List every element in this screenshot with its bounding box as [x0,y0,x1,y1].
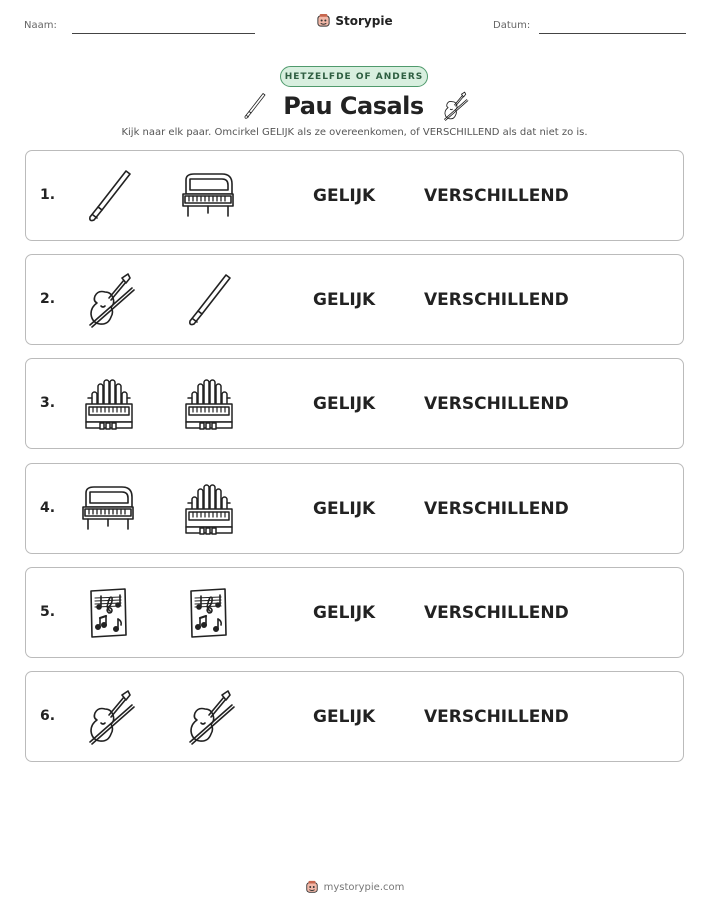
question-number: 2. [40,291,56,307]
title-row [0,90,709,122]
option-same[interactable]: GELIJK [313,290,376,310]
question-row [25,567,684,658]
brand-name: Storypie [335,13,393,28]
option-same[interactable]: GELIJK [313,707,376,727]
option-different[interactable]: VERSCHILLEND [424,499,569,519]
bow-icon [239,91,269,121]
option-same[interactable]: GELIJK [313,186,376,206]
question-number: 5. [40,604,56,620]
instructions: Kijk naar elk paar. Omcirkel GELIJK als ze overeenkomen, of VERSCHILLEND als dat niet zo is. [121,127,588,138]
question-number: 1. [40,187,56,203]
sheet-music-icon [178,583,238,643]
question-number: 3. [40,395,56,411]
right-picture [178,374,238,434]
option-different[interactable]: VERSCHILLEND [424,186,569,206]
violin-icon [78,687,138,747]
organ-icon [178,479,238,539]
storypie-logo-icon [316,13,331,28]
footer-url[interactable]: mystorypie.com [323,881,405,893]
name-field[interactable] [72,33,255,34]
title-violin-icon [438,90,470,122]
organ-icon [78,374,138,434]
title-bow-icon [239,91,269,121]
right-picture [178,166,238,226]
brand [0,13,709,28]
left-picture [78,374,138,434]
option-different[interactable]: VERSCHILLEND [424,394,569,414]
question-row [25,463,684,554]
right-picture [178,270,238,330]
violin-icon [78,270,138,330]
question-number: 4. [40,500,56,516]
left-picture [78,270,138,330]
option-same[interactable]: GELIJK [313,394,376,414]
sheet-music-icon [78,583,138,643]
right-picture [178,583,238,643]
option-same[interactable]: GELIJK [313,499,376,519]
option-different[interactable]: VERSCHILLEND [424,603,569,623]
piano-icon [178,166,238,226]
bow-icon [78,166,138,226]
left-picture [78,583,138,643]
option-different[interactable]: VERSCHILLEND [424,707,569,727]
piano-icon [78,479,138,539]
option-different[interactable]: VERSCHILLEND [424,290,569,310]
footer [0,880,709,894]
violin-icon [438,90,470,122]
left-picture [78,166,138,226]
organ-icon [178,374,238,434]
right-picture [178,479,238,539]
violin-icon [178,687,238,747]
question-row [25,254,684,345]
bow-icon [178,270,238,330]
question-row [25,671,684,762]
right-picture [178,687,238,747]
left-picture [78,687,138,747]
question-number: 6. [40,708,56,724]
name-label: Naam: [24,20,57,31]
date-label: Datum: [493,20,531,31]
left-picture [78,479,138,539]
worksheet-type-badge: HETZELFDE OF ANDERS [280,66,428,87]
storypie-logo-icon [305,880,319,894]
page-title: Pau Casals [283,92,424,120]
date-field[interactable] [539,33,686,34]
question-row [25,358,684,449]
question-row [25,150,684,241]
option-same[interactable]: GELIJK [313,603,376,623]
